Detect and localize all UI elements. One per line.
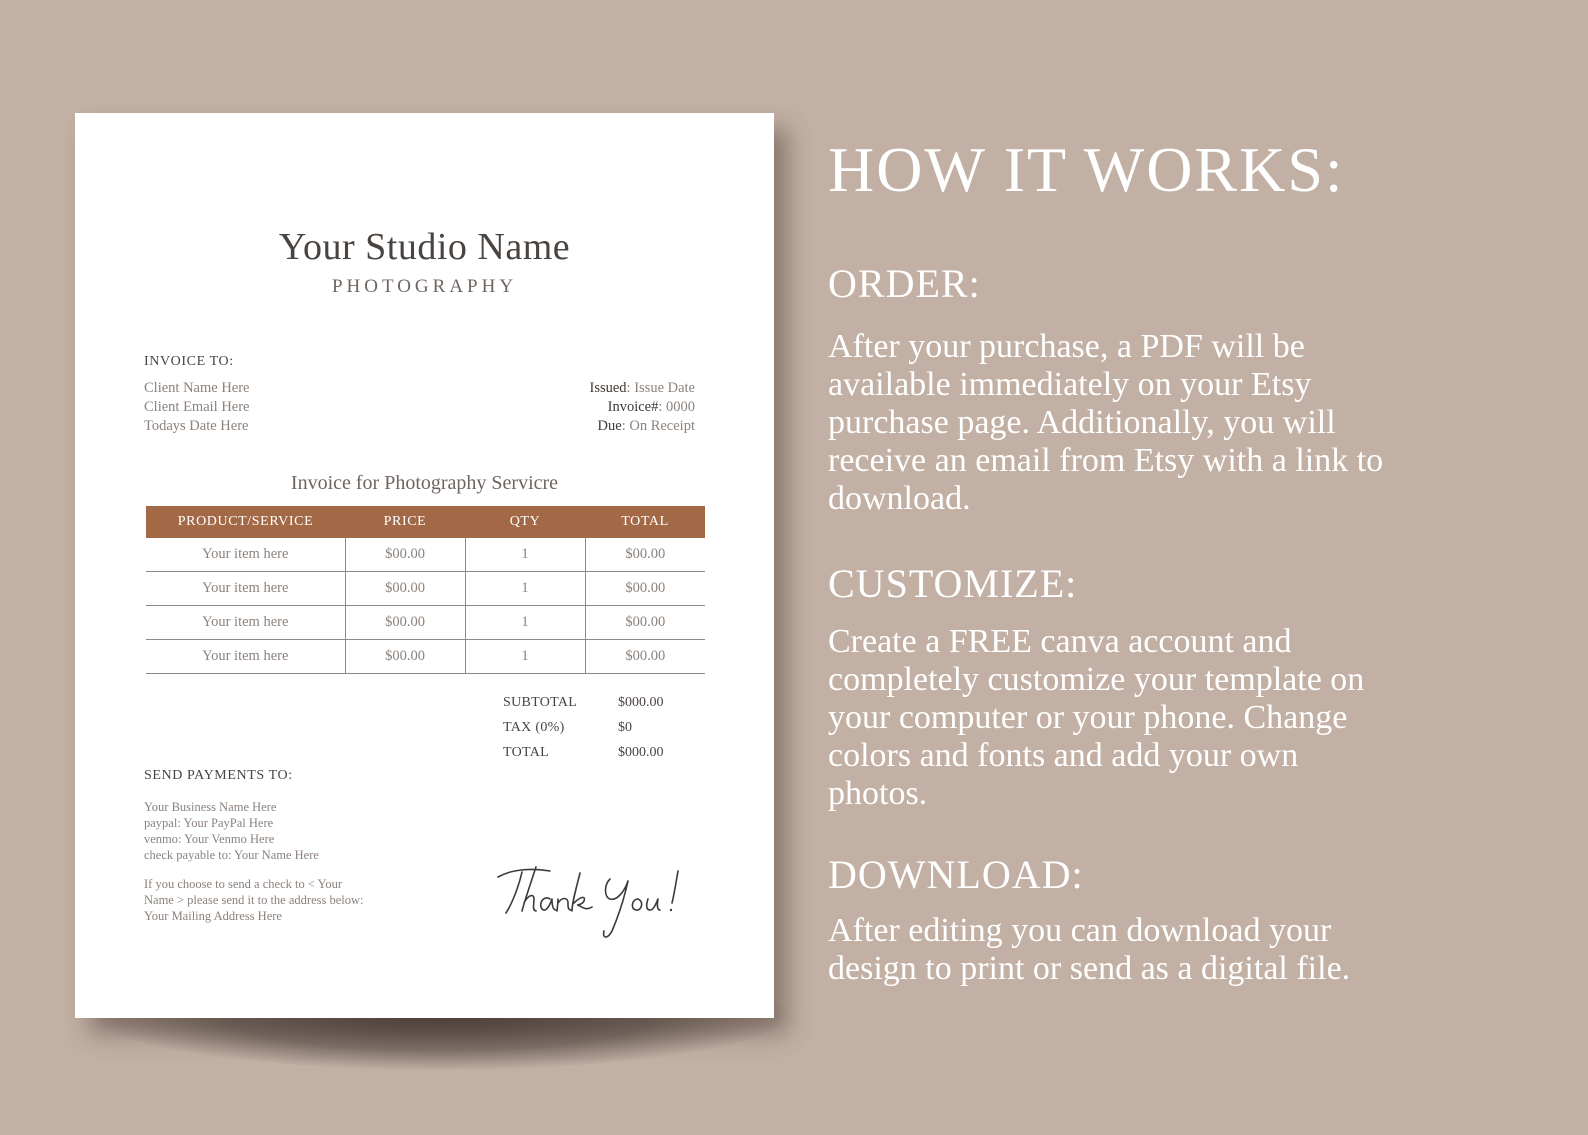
body-line: purchase page. Additionally, you will (828, 404, 1336, 441)
table-header-row (146, 506, 705, 538)
body-line: photos. (828, 775, 928, 812)
cell-item: Your item here (146, 640, 345, 674)
meta-value: : Issue Date (626, 380, 695, 396)
table-row (146, 538, 705, 572)
tax-value: $0 (618, 720, 632, 735)
note-line: Name > please send it to the address below: (144, 893, 364, 907)
payment-line: venmo: Your Venmo Here (144, 832, 275, 846)
payment-line: check payable to: Your Name Here (144, 848, 319, 862)
invoice-title: Invoice for Photography Servicre (290, 472, 559, 494)
section-heading-download: DOWNLOAD: (828, 852, 1084, 897)
section-heading-order: ORDER: (828, 261, 981, 306)
cell-price: $00.00 (345, 538, 465, 572)
body-line: your computer or your phone. Change (828, 699, 1348, 736)
cell-total: $00.00 (585, 538, 705, 572)
payment-line: paypal: Your PayPal Here (144, 816, 274, 830)
send-payments-label: SEND PAYMENTS TO: (144, 768, 293, 783)
cell-total: $00.00 (585, 606, 705, 640)
cell-total: $00.00 (585, 640, 705, 674)
column-header-total: TOTAL (585, 506, 705, 538)
payment-details (144, 799, 319, 863)
body-line: download. (828, 480, 971, 517)
client-info (144, 379, 250, 436)
cell-item: Your item here (146, 606, 345, 640)
column-header-price: PRICE (345, 506, 465, 538)
payment-line: Your Business Name Here (144, 800, 277, 814)
section-body-order (828, 328, 1548, 518)
cell-price: $00.00 (345, 606, 465, 640)
total-label: TOTAL (503, 745, 550, 760)
section-body-download (828, 912, 1548, 988)
cell-total: $00.00 (585, 572, 705, 606)
items-table (146, 506, 705, 674)
section-body-customize (828, 623, 1548, 813)
body-line: After editing you can download your (828, 912, 1332, 949)
invoice-sheet (75, 113, 774, 1018)
meta-invoice-number (589, 398, 695, 417)
cell-qty: 1 (465, 640, 585, 674)
body-line: completely customize your template on (828, 661, 1365, 698)
note-line: If you choose to send a check to < Your (144, 877, 342, 891)
body-line: receive an email from Etsy with a link to (828, 442, 1384, 479)
meta-value: : 0000 (658, 399, 695, 415)
meta-label: Issued (589, 380, 627, 396)
how-it-works-title: HOW IT WORKS: (828, 134, 1345, 205)
body-line: design to print or send as a digital file. (828, 950, 1351, 987)
column-header-product: PRODUCT/SERVICE (146, 506, 345, 538)
totals-values (618, 690, 664, 765)
invoice-meta (589, 379, 695, 436)
body-line: colors and fonts and add your own (828, 737, 1299, 774)
body-line: After your purchase, a PDF will be (828, 328, 1305, 365)
cell-item: Your item here (146, 572, 345, 606)
thank-you-signature (492, 855, 702, 945)
meta-due (589, 417, 695, 436)
cell-qty: 1 (465, 606, 585, 640)
meta-label: Invoice# (607, 399, 659, 415)
client-date: Todays Date Here (144, 418, 249, 434)
cell-price: $00.00 (345, 640, 465, 674)
totals-labels (503, 690, 577, 765)
subtotal-value: $000.00 (618, 695, 664, 710)
body-line: available immediately on your Etsy (828, 366, 1312, 403)
column-header-qty: QTY (465, 506, 585, 538)
table-row (146, 572, 705, 606)
client-email: Client Email Here (144, 399, 250, 415)
meta-issued (589, 379, 695, 398)
cell-qty: 1 (465, 538, 585, 572)
cell-qty: 1 (465, 572, 585, 606)
studio-tagline: PHOTOGRAPHY (331, 276, 518, 297)
meta-label: Due (597, 418, 622, 434)
invoice-to-label: INVOICE TO: (144, 354, 234, 369)
note-line: Your Mailing Address Here (144, 909, 282, 923)
cell-price: $00.00 (345, 572, 465, 606)
tax-label: TAX (0%) (503, 720, 565, 735)
total-value: $000.00 (618, 745, 664, 760)
client-name: Client Name Here (144, 380, 250, 396)
table-row (146, 640, 705, 674)
meta-value: : On Receipt (621, 418, 695, 434)
section-heading-customize: CUSTOMIZE: (828, 561, 1078, 606)
table-row (146, 606, 705, 640)
subtotal-label: SUBTOTAL (503, 695, 578, 710)
cell-item: Your item here (146, 538, 345, 572)
check-note (144, 876, 424, 924)
body-line: Create a FREE canva account and (828, 623, 1292, 660)
studio-name: Your Studio Name (278, 226, 571, 268)
